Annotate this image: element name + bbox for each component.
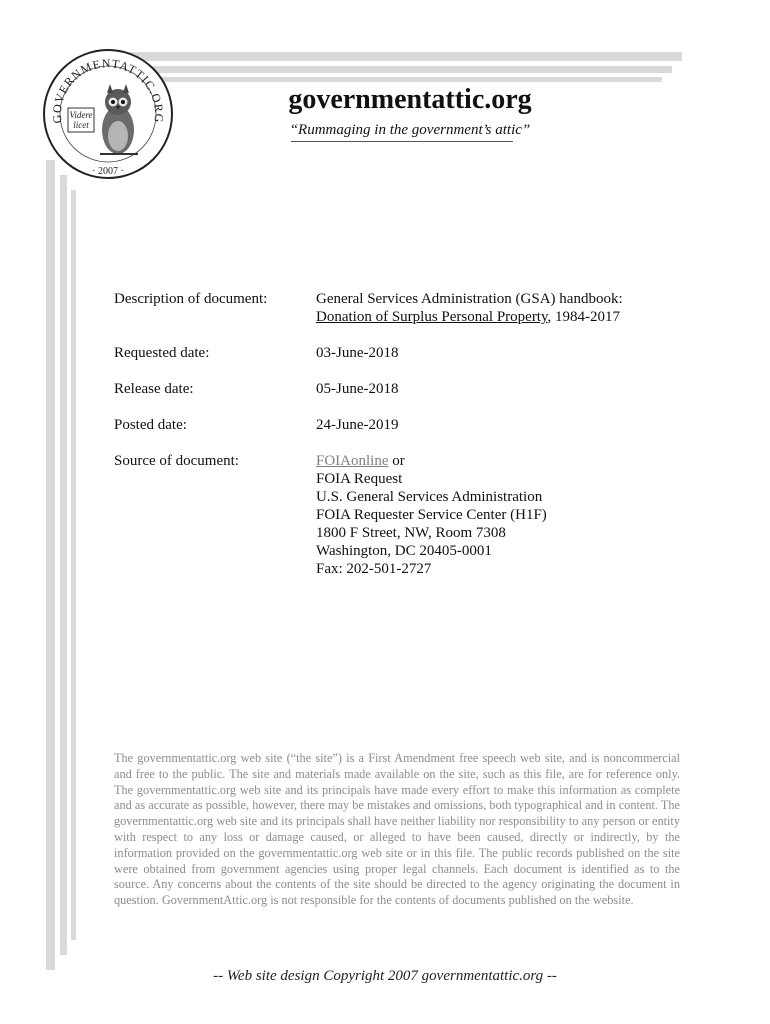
release-row [114, 380, 674, 398]
description-value [316, 290, 674, 326]
posted-row [114, 416, 674, 434]
site-tagline: “Rummaging in the government’s attic” [289, 122, 531, 138]
frame-bar-left [60, 175, 67, 955]
frame-bar-top [122, 52, 682, 61]
source-value [316, 452, 674, 578]
source-line: FOIA Requester Service Center (H1F) [316, 507, 547, 523]
frame-bar-left [46, 160, 55, 970]
posted-value: 24-June-2019 [316, 417, 399, 433]
foiaonline-link[interactable]: FOIAonline [316, 453, 389, 469]
posted-label: Posted date: [114, 417, 187, 433]
tagline-underline [291, 141, 513, 142]
seal-motto-line2: licet [73, 120, 89, 130]
seal-year: · 2007 · [92, 166, 124, 177]
frame-bar-top [142, 77, 662, 82]
source-line: Washington, DC 20405-0001 [316, 543, 492, 559]
site-title: governmentattic.org [288, 84, 532, 115]
seal-ring-text: GOVERNMENTATTIC.ORG [49, 56, 167, 124]
release-value: 05-June-2018 [316, 381, 399, 397]
document-metadata [114, 290, 674, 578]
release-label: Release date: [114, 381, 194, 397]
source-row [114, 452, 674, 578]
disclaimer-text: The governmentattic.org web site (“the site”) is a First Amendment free speech web site, and is noncommercial and free to the public. The site and materials made available on the site, such as this file, are for reference only. The governmentattic.org web site and its principals have made every effort to make this information as complete and as accurate as possible, however, there may be mistakes and omissions, both typographical and in content. The governmentattic.org web site and its principals shall have neither liability nor responsibility to any person or entity with respect to any loss or damage caused, or alleged to have been caused, directly or indirectly, by the information provided on the governmentattic.org web site or in this file. The public records published on the site were obtained from government agencies using proper legal channels. Each document is identified as to the source. Any concerns about the contents of the site should be directed to the agency originating the document in question. GovernmentAttic.org is not responsible for the contents of documents published on the website. [114, 751, 680, 908]
footer-copyright: -- Web site design Copyright 2007 governmentattic.org -- [213, 968, 557, 984]
requested-label: Requested date: [114, 345, 210, 361]
source-line: Fax: 202-501-2727 [316, 561, 432, 577]
description-title: Donation of Surplus Personal Property [316, 309, 548, 325]
source-line-first [316, 452, 674, 470]
source-label: Source of document: [114, 453, 239, 469]
requested-value: 03-June-2018 [316, 345, 399, 361]
seal-motto-line1: Videre [69, 110, 93, 120]
source-line: 1800 F Street, NW, Room 7308 [316, 525, 506, 541]
requested-row [114, 344, 674, 362]
source-or: or [388, 453, 405, 469]
description-row [114, 290, 674, 326]
description-line2 [316, 308, 674, 326]
source-line: U.S. General Services Administration [316, 489, 543, 505]
description-suffix: , 1984-2017 [547, 309, 621, 325]
governmentattic-seal-logo [40, 46, 176, 182]
frame-bar-top [132, 66, 672, 73]
frame-bar-left [71, 190, 76, 940]
description-line1: General Services Administration (GSA) handbook: [316, 291, 623, 307]
source-line: FOIA Request [316, 471, 403, 487]
description-label: Description of document: [114, 291, 268, 307]
